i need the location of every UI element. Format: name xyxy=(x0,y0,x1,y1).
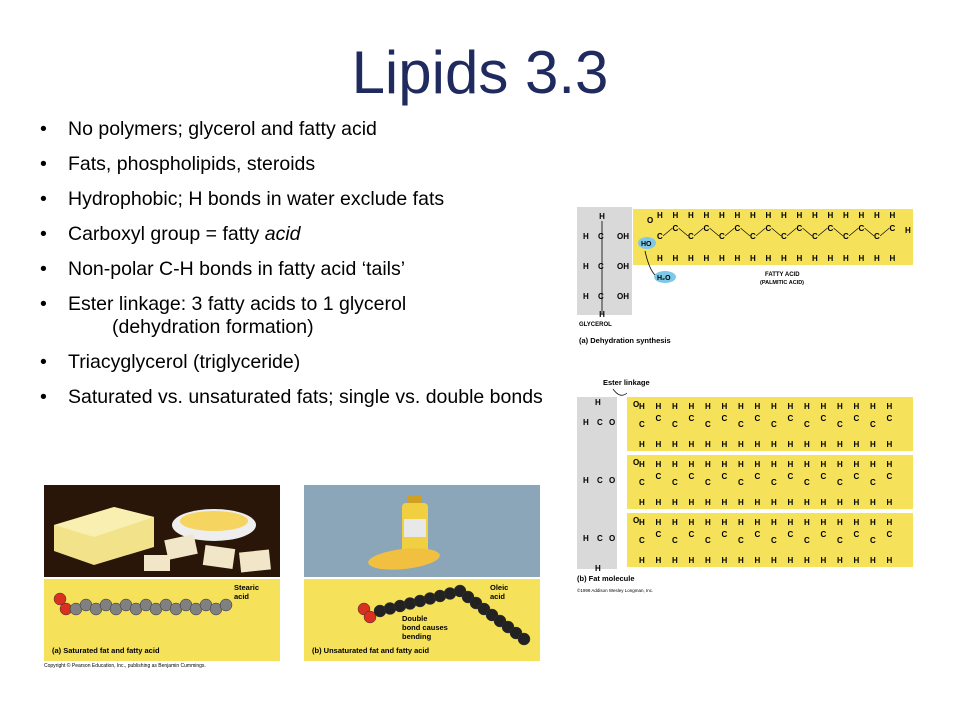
svg-text:C: C xyxy=(688,472,695,481)
bullet-item: • Non-polar C-H bonds in fatty acid ‘tails’ xyxy=(40,258,570,281)
svg-text:H: H xyxy=(804,402,810,411)
svg-text:H: H xyxy=(639,498,645,507)
svg-text:H: H xyxy=(688,402,695,411)
slide-title: Lipids 3.3 xyxy=(351,39,609,106)
svg-text:C: C xyxy=(754,530,761,539)
svg-text:C: C xyxy=(672,478,678,487)
svg-text:H: H xyxy=(655,556,662,565)
svg-text:(PALMITIC ACID): (PALMITIC ACID) xyxy=(760,280,804,286)
svg-text:H: H xyxy=(705,460,711,469)
svg-text:H: H xyxy=(705,440,711,449)
svg-text:C: C xyxy=(597,534,603,543)
svg-text:H: H xyxy=(583,476,589,485)
svg-text:H: H xyxy=(827,211,834,220)
svg-text:(b) Fat molecule: (b) Fat molecule xyxy=(577,574,635,583)
svg-text:H: H xyxy=(703,211,710,220)
svg-text:C: C xyxy=(705,536,711,545)
svg-text:H: H xyxy=(796,211,803,220)
svg-text:H: H xyxy=(858,254,865,263)
svg-text:C: C xyxy=(639,420,645,429)
svg-text:H: H xyxy=(837,440,843,449)
svg-text:H: H xyxy=(771,498,777,507)
svg-text:H: H xyxy=(853,498,860,507)
svg-text:H: H xyxy=(721,440,728,449)
svg-text:H: H xyxy=(886,498,893,507)
svg-text:C: C xyxy=(787,472,794,481)
bullet-list xyxy=(40,118,570,421)
svg-text:H: H xyxy=(837,498,843,507)
svg-text:C: C xyxy=(853,414,860,423)
svg-text:C: C xyxy=(870,420,876,429)
svg-text:H: H xyxy=(886,440,893,449)
svg-text:C: C xyxy=(870,536,876,545)
svg-text:H: H xyxy=(858,211,865,220)
svg-text:C: C xyxy=(672,224,679,233)
svg-text:H: H xyxy=(655,498,662,507)
svg-text:acid: acid xyxy=(490,592,506,601)
svg-text:H: H xyxy=(812,211,818,220)
svg-text:H: H xyxy=(738,402,744,411)
svg-text:H: H xyxy=(672,556,678,565)
svg-text:H: H xyxy=(787,556,794,565)
svg-text:Copyright © Pearson Education,: Copyright © Pearson Education, Inc., publishing as Benjamin Cummings. xyxy=(44,663,206,669)
svg-text:H: H xyxy=(721,556,728,565)
svg-text:H: H xyxy=(870,402,876,411)
svg-text:Stearic: Stearic xyxy=(234,583,260,592)
svg-text:C: C xyxy=(853,530,860,539)
bullet-item: • Carboxyl group = fatty acid xyxy=(40,223,570,246)
svg-text:H: H xyxy=(771,556,777,565)
svg-text:H: H xyxy=(853,556,860,565)
svg-text:H: H xyxy=(820,402,827,411)
svg-text:H: H xyxy=(738,460,744,469)
svg-text:H: H xyxy=(639,402,645,411)
svg-text:C: C xyxy=(639,478,645,487)
svg-text:C: C xyxy=(738,420,744,429)
svg-text:HO: HO xyxy=(641,241,652,248)
svg-text:C: C xyxy=(672,420,678,429)
svg-text:C: C xyxy=(771,420,777,429)
svg-text:H: H xyxy=(886,402,893,411)
svg-text:H: H xyxy=(672,254,679,263)
svg-text:C: C xyxy=(721,472,728,481)
svg-text:H: H xyxy=(781,211,787,220)
svg-text:C: C xyxy=(598,292,604,301)
svg-text:H: H xyxy=(672,402,678,411)
svg-text:O: O xyxy=(609,418,616,427)
svg-text:©1999 Addison Wesley Longman,: ©1999 Addison Wesley Longman, Inc. xyxy=(577,588,654,593)
svg-text:C: C xyxy=(738,478,744,487)
svg-text:(a) Dehydration synthesis: (a) Dehydration synthesis xyxy=(579,336,671,345)
svg-text:H: H xyxy=(595,398,601,407)
svg-text:C: C xyxy=(889,224,896,233)
svg-text:(b) Unsaturated fat and fatty: (b) Unsaturated fat and fatty acid xyxy=(312,646,430,655)
svg-text:H: H xyxy=(754,460,761,469)
svg-text:H: H xyxy=(705,556,711,565)
svg-text:C: C xyxy=(655,414,662,423)
svg-text:(a) Saturated fat and fatty ac: (a) Saturated fat and fatty acid xyxy=(52,646,160,655)
svg-text:H: H xyxy=(837,460,843,469)
svg-text:H: H xyxy=(804,460,810,469)
svg-text:C: C xyxy=(688,530,695,539)
svg-text:C: C xyxy=(765,224,772,233)
svg-text:H: H xyxy=(639,460,645,469)
svg-text:H: H xyxy=(771,402,777,411)
bullet-item: • Fats, phospholipids, steroids xyxy=(40,153,570,176)
svg-text:C: C xyxy=(820,472,827,481)
svg-text:H: H xyxy=(754,556,761,565)
svg-text:H: H xyxy=(853,518,860,527)
svg-text:Oleic: Oleic xyxy=(490,583,509,592)
saturated-fat-figure xyxy=(44,485,284,671)
svg-text:H: H xyxy=(655,460,662,469)
svg-text:H: H xyxy=(738,556,744,565)
bullet-continuation: (dehydration formation) xyxy=(112,316,314,338)
svg-text:O: O xyxy=(633,516,640,525)
svg-text:C: C xyxy=(787,414,794,423)
svg-text:acid: acid xyxy=(234,592,250,601)
svg-text:C: C xyxy=(721,530,728,539)
svg-text:C: C xyxy=(738,536,744,545)
svg-text:C: C xyxy=(705,420,711,429)
svg-text:H: H xyxy=(827,254,834,263)
bullet-item: • No polymers; glycerol and fatty acid xyxy=(40,118,570,141)
svg-text:H: H xyxy=(870,460,876,469)
svg-text:H: H xyxy=(765,254,772,263)
svg-text:H: H xyxy=(672,440,678,449)
svg-text:H: H xyxy=(672,211,679,220)
svg-text:H: H xyxy=(870,498,876,507)
svg-text:H: H xyxy=(787,440,794,449)
svg-text:C: C xyxy=(721,414,728,423)
svg-text:C: C xyxy=(639,536,645,545)
svg-text:C: C xyxy=(837,420,843,429)
svg-text:C: C xyxy=(771,536,777,545)
svg-text:H: H xyxy=(870,518,876,527)
svg-text:H: H xyxy=(688,556,695,565)
svg-text:H: H xyxy=(688,498,695,507)
svg-text:H: H xyxy=(796,254,803,263)
svg-text:C: C xyxy=(705,478,711,487)
svg-text:O: O xyxy=(609,476,616,485)
svg-text:H: H xyxy=(820,556,827,565)
svg-text:H: H xyxy=(886,518,893,527)
svg-text:H: H xyxy=(599,212,605,221)
svg-text:H: H xyxy=(703,254,710,263)
svg-text:H: H xyxy=(787,498,794,507)
svg-text:C: C xyxy=(837,536,843,545)
svg-text:C: C xyxy=(719,232,725,241)
svg-text:O: O xyxy=(633,400,640,409)
svg-text:H: H xyxy=(705,518,711,527)
svg-text:H: H xyxy=(738,518,744,527)
svg-text:H: H xyxy=(639,440,645,449)
svg-text:C: C xyxy=(754,472,761,481)
svg-text:H: H xyxy=(812,254,818,263)
svg-text:H: H xyxy=(781,254,787,263)
svg-text:H: H xyxy=(787,518,794,527)
svg-text:OH: OH xyxy=(617,232,629,241)
dehydration-synthesis-figure xyxy=(575,205,920,350)
svg-text:H: H xyxy=(886,460,893,469)
svg-text:C: C xyxy=(750,232,756,241)
svg-text:C: C xyxy=(870,478,876,487)
svg-text:C: C xyxy=(886,472,893,481)
svg-text:C: C xyxy=(657,232,663,241)
svg-text:C: C xyxy=(672,536,678,545)
svg-text:H: H xyxy=(874,211,880,220)
svg-text:Double: Double xyxy=(402,614,428,623)
svg-text:H: H xyxy=(583,232,589,241)
svg-text:Ester linkage: Ester linkage xyxy=(603,378,650,387)
svg-text:H: H xyxy=(721,518,728,527)
svg-text:H: H xyxy=(804,556,810,565)
bullet-item: • Triacyglycerol (triglyceride) xyxy=(40,351,570,374)
svg-text:GLYCEROL: GLYCEROL xyxy=(579,322,612,328)
svg-text:H: H xyxy=(583,292,589,301)
svg-text:H: H xyxy=(738,440,744,449)
svg-text:C: C xyxy=(598,262,604,271)
svg-text:H: H xyxy=(765,211,772,220)
svg-text:C: C xyxy=(598,232,604,241)
svg-text:H: H xyxy=(672,518,678,527)
svg-text:C: C xyxy=(781,232,787,241)
svg-text:H: H xyxy=(719,211,725,220)
svg-text:H: H xyxy=(853,460,860,469)
svg-text:H: H xyxy=(655,518,662,527)
svg-text:C: C xyxy=(734,224,741,233)
svg-text:bending: bending xyxy=(402,632,432,641)
svg-text:H: H xyxy=(721,498,728,507)
svg-text:H: H xyxy=(820,460,827,469)
svg-text:bond causes: bond causes xyxy=(402,623,448,632)
svg-text:OH: OH xyxy=(617,262,629,271)
svg-text:H: H xyxy=(750,254,756,263)
svg-text:H: H xyxy=(688,460,695,469)
svg-text:H: H xyxy=(889,254,896,263)
svg-text:H: H xyxy=(771,440,777,449)
svg-text:H: H xyxy=(804,498,810,507)
svg-text:H: H xyxy=(771,518,777,527)
svg-text:H: H xyxy=(599,310,605,319)
svg-text:C: C xyxy=(874,232,880,241)
svg-text:C: C xyxy=(787,530,794,539)
svg-text:H: H xyxy=(657,211,663,220)
svg-text:H: H xyxy=(750,211,756,220)
svg-text:H: H xyxy=(639,518,645,527)
svg-text:H: H xyxy=(639,556,645,565)
svg-text:H: H xyxy=(874,254,880,263)
svg-text:H: H xyxy=(837,402,843,411)
svg-text:H₂O: H₂O xyxy=(657,275,671,282)
svg-text:C: C xyxy=(754,414,761,423)
svg-text:O: O xyxy=(647,216,654,225)
svg-text:H: H xyxy=(705,498,711,507)
svg-text:C: C xyxy=(837,478,843,487)
svg-text:C: C xyxy=(843,232,849,241)
svg-text:H: H xyxy=(787,402,794,411)
svg-text:H: H xyxy=(804,440,810,449)
svg-text:H: H xyxy=(734,211,741,220)
svg-text:O: O xyxy=(633,458,640,467)
svg-text:H: H xyxy=(843,254,849,263)
svg-text:C: C xyxy=(655,472,662,481)
svg-text:C: C xyxy=(688,414,695,423)
svg-text:C: C xyxy=(858,224,865,233)
svg-text:H: H xyxy=(889,211,896,220)
svg-text:H: H xyxy=(583,534,589,543)
svg-text:C: C xyxy=(703,224,710,233)
svg-text:H: H xyxy=(655,402,662,411)
svg-text:H: H xyxy=(688,254,694,263)
svg-text:H: H xyxy=(787,460,794,469)
svg-text:H: H xyxy=(657,254,663,263)
svg-text:FATTY ACID: FATTY ACID xyxy=(765,272,800,278)
svg-text:H: H xyxy=(754,498,761,507)
unsaturated-fat-figure xyxy=(304,485,544,671)
svg-text:H: H xyxy=(754,440,761,449)
svg-text:C: C xyxy=(597,418,603,427)
svg-text:H: H xyxy=(837,556,843,565)
svg-text:C: C xyxy=(804,536,810,545)
svg-text:O: O xyxy=(609,534,616,543)
svg-text:H: H xyxy=(721,460,728,469)
svg-text:H: H xyxy=(705,402,711,411)
svg-text:H: H xyxy=(672,460,678,469)
svg-text:H: H xyxy=(721,402,728,411)
svg-text:H: H xyxy=(583,418,589,427)
svg-text:H: H xyxy=(719,254,725,263)
svg-text:H: H xyxy=(905,226,911,235)
svg-text:H: H xyxy=(655,440,662,449)
svg-text:H: H xyxy=(837,518,843,527)
svg-text:H: H xyxy=(583,262,589,271)
svg-text:H: H xyxy=(804,518,810,527)
svg-text:C: C xyxy=(820,414,827,423)
svg-text:H: H xyxy=(734,254,741,263)
bullet-item: • Ester linkage: 3 fatty acids to 1 glycerol (dehydration formation) xyxy=(40,293,570,339)
bullet-item: • Saturated vs. unsaturated fats; single vs. double bonds xyxy=(40,386,570,409)
svg-text:H: H xyxy=(688,440,695,449)
svg-text:H: H xyxy=(771,460,777,469)
svg-text:C: C xyxy=(655,530,662,539)
svg-text:C: C xyxy=(771,478,777,487)
svg-text:H: H xyxy=(754,518,761,527)
svg-text:C: C xyxy=(796,224,803,233)
svg-text:C: C xyxy=(804,420,810,429)
svg-text:H: H xyxy=(853,402,860,411)
svg-text:C: C xyxy=(812,232,818,241)
svg-text:OH: OH xyxy=(617,292,629,301)
svg-text:H: H xyxy=(886,556,893,565)
svg-text:C: C xyxy=(804,478,810,487)
svg-text:C: C xyxy=(886,414,893,423)
svg-text:H: H xyxy=(870,556,876,565)
fat-molecule-figure xyxy=(575,375,920,600)
svg-text:H: H xyxy=(853,440,860,449)
svg-text:H: H xyxy=(595,564,601,573)
svg-text:C: C xyxy=(886,530,893,539)
svg-text:C: C xyxy=(597,476,603,485)
svg-text:C: C xyxy=(688,232,694,241)
svg-text:H: H xyxy=(843,211,849,220)
bullet-item: • Hydrophobic; H bonds in water exclude fats xyxy=(40,188,570,211)
svg-text:H: H xyxy=(870,440,876,449)
svg-text:H: H xyxy=(688,518,695,527)
svg-text:H: H xyxy=(672,498,678,507)
svg-text:C: C xyxy=(827,224,834,233)
svg-text:H: H xyxy=(754,402,761,411)
svg-text:H: H xyxy=(820,440,827,449)
svg-text:H: H xyxy=(688,211,694,220)
svg-text:C: C xyxy=(853,472,860,481)
svg-text:H: H xyxy=(738,498,744,507)
svg-text:C: C xyxy=(820,530,827,539)
svg-text:H: H xyxy=(820,518,827,527)
svg-text:H: H xyxy=(820,498,827,507)
